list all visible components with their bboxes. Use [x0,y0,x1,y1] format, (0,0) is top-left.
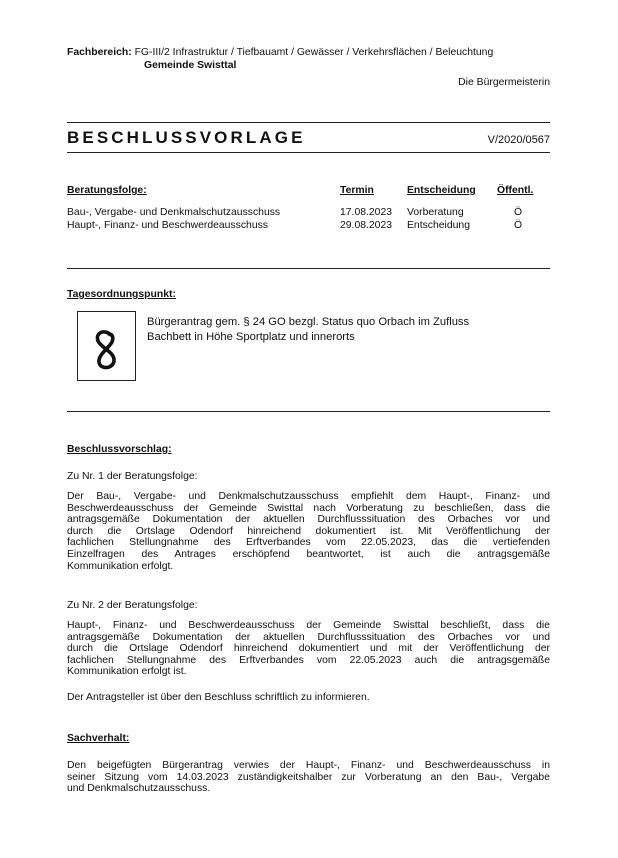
text-line: durch die Ortslage Odendorf hinreichend dokumentiert und mit der Veröffentlichung der [67,643,550,655]
text-line: antragsgemäße Dokumentation der aktuellen Durchflusssituation des Orbaches vor und [67,631,550,643]
agenda-title-line: Bürgerantrag gem. § 24 GO bezgl. Status quo Orbach im Zufluss [147,316,470,328]
proposal-item1-text [67,491,550,572]
consultation-heading: Beratungsfolge: [67,185,147,196]
mayor-label: Die Bürgermeisterin [458,77,550,88]
committee-name: Bau-, Vergabe- und Denkmalschutzausschuss [67,207,281,218]
text-line: fachlichen Stellungnahme des Erftverbandes vom 22.05.2023, das die vertiefenden [67,537,550,549]
department-line [67,47,493,58]
column-public: Öffentl. [497,185,534,196]
proposal-item2-text [67,620,550,678]
consultation-row [67,207,550,219]
department-value: FG-III/2 Infrastruktur / Tiefbauamt / Gewässer / Verkehrsflächen / Beleuchtung [134,47,494,58]
text-line: Der Bau-, Vergabe- und Denkmalschutzausschuss empfiehlt dem Haupt-, Finanz- und [67,491,550,502]
consultation-row [67,220,550,232]
text-line: Kommunikation erfolgt ist. [67,666,187,678]
agenda-title [147,315,469,345]
text-line: Beschwerdeausschuss der Gemeinde Swisttal nach Vorberatung zu beschließen, dass die [67,502,550,514]
document-number: V/2020/0567 [487,134,550,146]
department-label: Fachbereich: [67,47,132,58]
text-line: Einzelfragen des Antrages erschöpfend beantwortet, ist auch die antragsgemäße [67,548,550,560]
column-date: Termin [340,185,374,196]
agenda-title-line: Bachbett in Höhe Sportplatz und innerorts [147,331,355,343]
proposal-heading: Beschlussvorschlag: [67,444,172,455]
agenda-rule [67,411,550,412]
public-flag: Ö [514,207,523,218]
decision-type: Vorberatung [407,207,464,218]
municipality-name: Gemeinde Swisttal [144,60,237,71]
title-bottom-rule [67,152,550,153]
column-decision: Entscheidung [407,185,476,196]
proposal-item1-label: Zu Nr. 1 der Beratungsfolge: [67,471,198,482]
text-line: Kommunikation erfolgt. [67,560,174,572]
agenda-number-box [77,311,136,381]
document-title: BESCHLUSSVORLAGE [67,128,306,147]
text-line: fachlichen Stellungnahme des Erftverbandes vom 22.05.2023 auch die antragsgemäße [67,654,550,666]
text-line: durch die Ortslage Odendorf hinreichend dokumentiert ist. Mit Veröffentlichung der [67,525,550,537]
agenda-number-handwritten [78,312,135,380]
proposal-notice: Der Antragsteller ist über den Beschluss schriftlich zu informieren. [67,692,370,703]
text-line: Haupt-, Finanz- und Beschwerdeausschuss der Gemeinde Swisttal beschließt, dass die [67,620,550,631]
text-line: Den beigefügten Bürgerantrag verwies der Haupt-, Finanz- und Beschwerdeausschuss in [67,760,550,771]
public-flag: Ö [514,220,523,231]
title-top-rule [67,122,550,123]
text-line: seiner Sitzung vom 14.03.2023 zuständigkeitshalber zur Vorberatung an den Bau-, Vergabe [67,771,550,783]
facts-text [67,760,550,795]
text-line: antragsgemäße Dokumentation der aktuellen Durchflusssituation des Orbaches vor und [67,514,550,526]
consultation-rule [67,268,550,269]
meeting-date: 29.08.2023 [340,220,393,231]
meeting-date: 17.08.2023 [340,207,393,218]
facts-heading: Sachverhalt: [67,733,130,744]
decision-type: Entscheidung [407,220,470,231]
committee-name: Haupt-, Finanz- und Beschwerdeausschuss [67,220,268,231]
agenda-heading: Tagesordnungspunkt: [67,289,176,300]
text-line: und Denkmalschutzausschuss. [67,783,211,795]
proposal-item2-label: Zu Nr. 2 der Beratungsfolge: [67,600,198,611]
consultation-header-row [67,185,550,197]
